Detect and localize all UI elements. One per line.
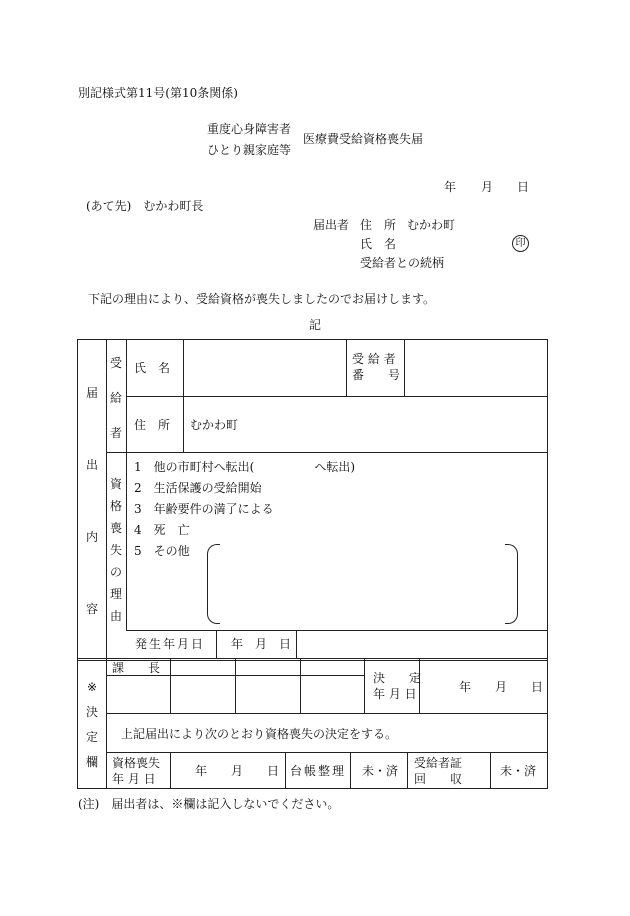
reason-4[interactable]: 4 死 亡 xyxy=(134,523,190,537)
other-reason-field[interactable] xyxy=(222,548,502,618)
recipient-address-label: 住 所 xyxy=(134,418,171,432)
reason-label-char: 資 xyxy=(109,477,122,491)
ledger-status[interactable]: 未・済 xyxy=(362,764,399,778)
reason-label-char: 理 xyxy=(109,587,122,601)
recipient-number-field[interactable] xyxy=(405,340,547,396)
cert-label-2: 回 収 xyxy=(414,772,463,786)
decision-date-value[interactable]: 年 月 日 xyxy=(459,680,544,694)
decision-header-char: 欄 xyxy=(85,755,98,769)
other-reason-bracket-right xyxy=(505,544,518,624)
recipient-label-char: 受 xyxy=(109,356,122,370)
approval-box-2[interactable] xyxy=(171,676,235,713)
reason-label-char: 失 xyxy=(109,543,122,557)
other-reason-bracket-left xyxy=(207,544,220,624)
date-year-label: 年 xyxy=(444,180,457,194)
side-header-report-content xyxy=(84,386,100,674)
chief-label: 課 長 xyxy=(112,661,161,675)
approval-box-3[interactable] xyxy=(236,676,300,713)
reason-1[interactable]: 1 他の市町村へ転出( へ転出) xyxy=(134,460,355,474)
cert-status[interactable]: 未・済 xyxy=(500,764,537,778)
reason-label-char: の xyxy=(109,565,122,579)
recipient-name-field[interactable] xyxy=(184,340,346,396)
ki-label: 記 xyxy=(309,318,322,332)
decision-date-label-2: 年 月 日 xyxy=(373,687,417,701)
statement: 下記の理由により、受給資格が喪失しましたのでお届けします。 xyxy=(88,292,436,306)
date-month-label: 月 xyxy=(481,180,494,194)
ledger-label: 台帳整理 xyxy=(290,764,347,778)
reason-vertical-label xyxy=(108,477,124,631)
decision-header-char: 決 xyxy=(85,705,98,719)
recipient-number-label-2: 番 号 xyxy=(352,368,401,382)
applicant-label: 届出者 xyxy=(313,218,350,232)
title-left-line2: ひとり親家庭等 xyxy=(207,143,292,157)
recipient-vertical-label xyxy=(108,356,124,461)
decision-header-char: ※ xyxy=(86,680,98,694)
cert-label-1: 受給者証 xyxy=(414,756,463,770)
decision-header-char: 定 xyxy=(85,730,98,744)
recipient-label-char: 給 xyxy=(109,391,122,405)
decision-date-label-1: 決 定 xyxy=(373,671,422,685)
loss-date-label-2: 年 月 日 xyxy=(112,772,156,786)
chief-seal-box[interactable] xyxy=(107,676,170,713)
decision-statement: 上記届出により次のとおり資格喪失の決定をする。 xyxy=(121,727,398,741)
recipient-number-label-1: 受 給 者 xyxy=(352,352,396,366)
side-header-char: 容 xyxy=(85,602,98,616)
recipient-address-value[interactable]: むかわ町 xyxy=(190,418,239,432)
applicant-address-value[interactable]: むかわ町 xyxy=(407,218,456,232)
addressee: (あて先) むかわ町長 xyxy=(86,199,204,213)
side-header-char: 内 xyxy=(85,530,98,544)
loss-date-value[interactable]: 年 月 日 xyxy=(195,764,280,778)
approval-box-4[interactable] xyxy=(301,676,364,713)
seal-mark: 印 xyxy=(512,235,529,252)
reason-3[interactable]: 3 年齢要件の満了による xyxy=(134,502,274,516)
form-id: 別記様式第11号(第10条関係) xyxy=(78,86,238,100)
loss-date-label-1: 資格喪失 xyxy=(112,756,161,770)
footnote: (注) 届出者は、※欄は記入しないでください。 xyxy=(78,797,340,811)
form-title: 医療費受給資格喪失届 xyxy=(303,132,424,146)
reason-5[interactable]: 5 その他 xyxy=(134,544,190,558)
applicant-name-label: 氏 名 xyxy=(360,237,397,251)
recipient-label-char: 者 xyxy=(109,426,122,440)
side-header-char: 出 xyxy=(85,458,98,472)
occurrence-date-label: 発生年月日 xyxy=(135,637,206,651)
reason-label-char: 喪 xyxy=(109,521,122,535)
applicant-address-label: 住 所 xyxy=(360,218,397,232)
recipient-name-label: 氏 名 xyxy=(134,361,171,375)
date-day-label: 日 xyxy=(517,180,530,194)
reason-label-char: 由 xyxy=(109,609,122,623)
reason-2[interactable]: 2 生活保護の受給開始 xyxy=(134,481,262,495)
decision-side-header xyxy=(84,680,100,780)
reason-label-char: 格 xyxy=(109,499,122,513)
applicant-relation-label: 受給者との続柄 xyxy=(360,256,445,270)
title-left-line1: 重度心身障害者 xyxy=(207,122,292,136)
occurrence-date-value[interactable]: 年 月 日 xyxy=(231,637,292,651)
side-header-char: 届 xyxy=(85,386,98,400)
